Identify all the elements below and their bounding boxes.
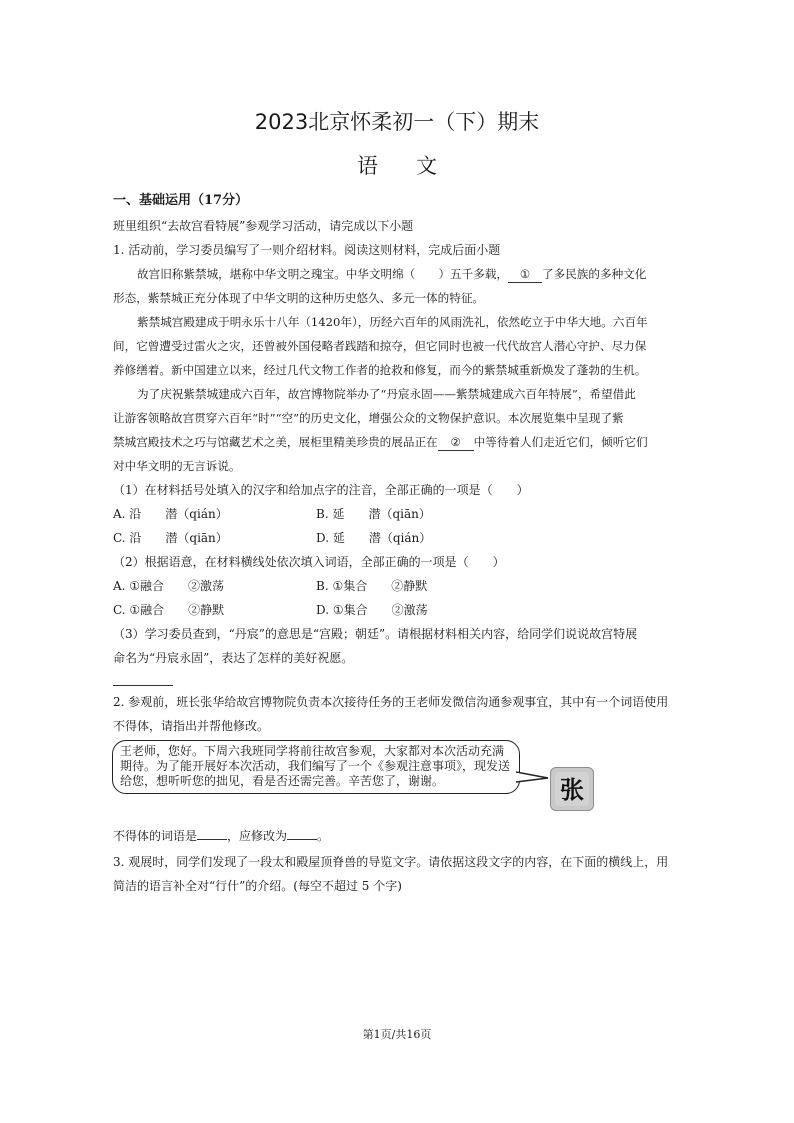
activity-intro: 班里组织“去故宫看特展”参观学习活动，请完成以下小题	[113, 219, 414, 233]
material-p3-text-c2: 中等待着人们走近它们，倾听它们	[473, 435, 648, 449]
blank-1: ①	[508, 266, 542, 283]
material-p2-line-1: 紫禁城宫殿建成于明永乐十八年（1420年），历经六百年的风雨洗礼，依然屹立于中华大地。六百年	[137, 315, 648, 329]
question-1-stem: 1. 活动前，学习委员编写了一则介绍材料。阅读这则材料，完成后面小题	[113, 243, 501, 257]
question-2-stem-1: 2. 参观前，班长张华给故宫博物院负责本次接待任务的王老师发微信沟通参观事宜，其中有一个词语使用	[113, 695, 669, 709]
material-p3-line-2: 让游客领略故宫贯穿六百年“时”“空”的历史文化，增强公众的文物保护意识。本次展览集中呈现了紫	[113, 411, 624, 425]
wechat-message-text: 王老师，您好。下周六我班同学将前往故宫参观，大家都对本次活动充满期待。为了能开展好本次活动，我们编写了一个《参观注意事项》，现发送给您，想听听您的拙见，看是否还需完善。辛苦您了，谢谢。	[120, 744, 511, 788]
option-1b: B. 延 潜（qiān）	[316, 507, 431, 521]
answer-line	[113, 685, 173, 686]
option-2d: D. ①集合 ②激荡	[316, 603, 428, 617]
seal-icon	[551, 768, 593, 810]
sub-question-2: （2）根据语意，在材料横线处依次填入词语，全部正确的一项是（ ）	[113, 555, 505, 569]
option-1c: C. 沿 潜（qiān）	[113, 531, 228, 545]
option-2a: A. ①融合 ②激荡	[113, 579, 225, 593]
material-paragraph-1	[137, 266, 646, 283]
question-3-stem-2: 简洁的语言补全对“行什”的介绍。(每空不超过 5 个字)	[113, 879, 402, 893]
sub-question-3-line-1: （3）学习委员查到，“丹宸”的意思是“宫殿；朝廷”。请根据材料相关内容，给同学们说说故宫特展	[113, 627, 638, 641]
option-2c: C. ①融合 ②静默	[113, 603, 225, 617]
avatar	[550, 767, 594, 811]
material-p2-line-2: 间，它曾遭受过雷火之灾，还曾被外国侵略者践踏和掠夺，但它同时也被一代代故宫人潜心守护、尽力保	[113, 339, 647, 353]
section-heading: 一、基础运用（17分）	[113, 193, 249, 208]
material-p2-line-3: 养修缮着。新中国建立以来，经过几代文物工作者的抢救和修复，而今的紫禁城重新焕发了蓬勃的生机。	[113, 363, 647, 377]
option-1d: D. 延 潜（qián）	[316, 531, 432, 545]
sub-question-3-line-2: 命名为“丹宸永固”，表达了怎样的美好祝愿。	[113, 651, 354, 665]
material-p3-line-4: 对中华文明的无言诉说。	[113, 459, 241, 473]
answer-label-b: ，应修改为	[227, 829, 288, 843]
sub-question-1: （1）在材料括号处填入的汉字和给加点字的注音，全部正确的一项是（ ）	[113, 483, 529, 497]
material-p3-line-3	[113, 434, 648, 451]
answer-label-a: 不得体的词语是	[113, 829, 198, 843]
question-2-answer	[113, 828, 329, 844]
answer-blank-1	[197, 839, 227, 840]
question-2-stem-2: 不得体，请指出并帮他修改。	[113, 719, 270, 733]
answer-blank-2	[287, 839, 317, 840]
seal-character: 张	[560, 775, 584, 804]
page-number: 第1页/共16页	[362, 1028, 432, 1041]
blank-2: ②	[438, 434, 474, 451]
answer-label-c: 。	[317, 829, 330, 843]
material-p1-text-a: 故宫旧称紫禁城，堪称中华文明之瑰宝。中华文明绵（ ）五千多载，	[137, 267, 509, 281]
material-p1-text-b: 了多民族的多种文化	[542, 267, 647, 281]
question-3-stem-1: 3. 观展时，同学们发现了一段太和殿屋顶脊兽的导览文字。请依据这段文字的内容，在下面的横线上，用	[113, 855, 669, 869]
bubble-tail-icon	[516, 770, 550, 784]
option-1a: A. 沿 潜（qián）	[113, 507, 228, 521]
material-p3-text-c1: 禁城宫殿技术之巧与馆藏艺术之美，展柜里精美珍贵的展品正在	[113, 435, 438, 449]
material-p3-line-1: 为了庆祝紫禁城建成六百年，故宫博物院举办了“丹宸永固——紫禁城建成六百年特展”，希望借此	[137, 387, 636, 401]
page-title: 2023北京怀柔初一（下）期末	[254, 110, 540, 134]
material-p1-text-c: 形态，紫禁城正充分体现了中华文明的这种历史悠久、多元一体的特征。	[113, 291, 485, 305]
subject-title: 语文	[357, 154, 475, 178]
option-2b: B. ①集合 ②静默	[316, 579, 428, 593]
